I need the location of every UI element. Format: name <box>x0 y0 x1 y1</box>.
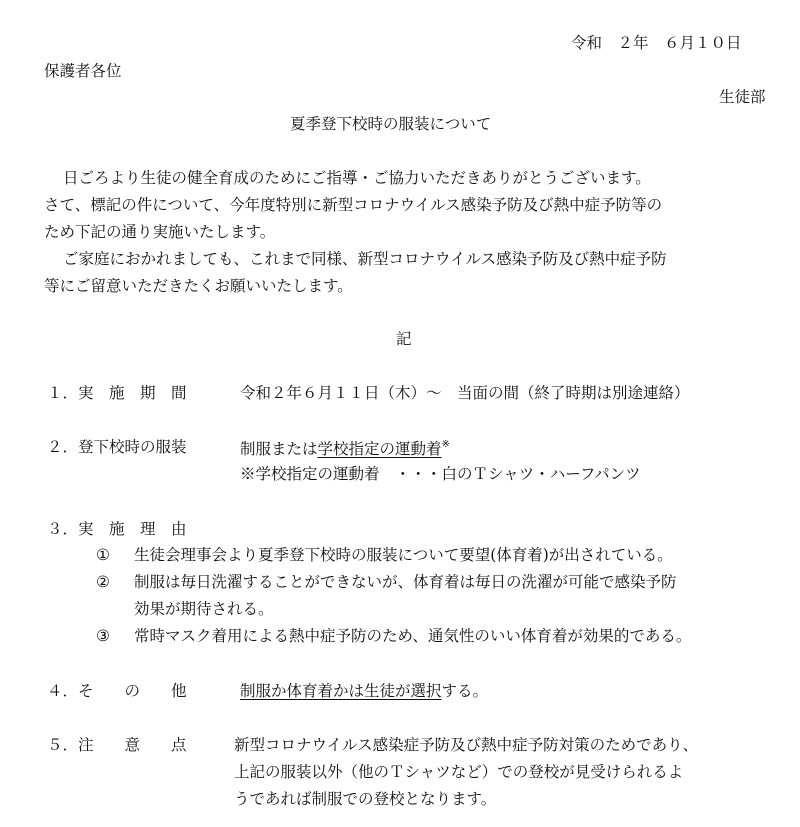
item1-label: １．実 施 期 間 <box>47 384 187 402</box>
item2-text-underlined: 学校指定の運動着 <box>317 440 442 458</box>
item4-text <box>240 684 488 700</box>
issue-date: 令和 ２年 ６月１０日 <box>571 34 742 52</box>
item2-label: ２．登下校時の服装 <box>47 438 187 456</box>
ki-heading: 記 <box>396 330 412 348</box>
item5-label: ５．注 意 点 <box>47 736 187 754</box>
item5-line-3: うであれば制服での登校となります。 <box>234 790 497 808</box>
reason-1-text: 生徒会理事会より夏季登下校時の服装について要望(体育着)が出されている。 <box>134 546 673 564</box>
item2-text-plain: 制服または <box>240 440 318 458</box>
item4-label: ４．そ の 他 <box>47 682 187 700</box>
reason-2-number: ② <box>96 573 110 591</box>
item1-text: 令和２年６月１１日（木）～ 当面の間（終了時期は別途連絡） <box>240 384 690 402</box>
item4-text-underlined: 制服か体育着かは生徒が選択 <box>240 682 442 700</box>
reason-3-number: ③ <box>96 627 110 645</box>
item5-line-2: 上記の服装以外（他のＴシャツなど）での登校が見受けられるよ <box>234 763 684 781</box>
item2-mark: ※ <box>441 439 450 450</box>
body-line-3: ため下記の通り実施いたします。 <box>44 223 276 241</box>
reason-2-text-continued: 効果が期待される。 <box>134 600 274 618</box>
body-line-2: さて、標記の件について、今年度特別に新型コロナウイルス感染予防及び熱中症予防等の <box>44 196 663 214</box>
item4-text-plain: する。 <box>441 682 489 700</box>
item2-note: ※学校指定の運動着 ・・・白のＴシャツ・ハーフパンツ <box>240 465 641 483</box>
item2-text <box>240 440 450 458</box>
body-line-1: 日ごろより生徒の健全育成のためにご指導・ご協力いただきありがとうございます。 <box>63 169 651 187</box>
body-line-4: ご家庭におかれましても、これまで同様、新型コロナウイルス感染予防及び熱中症予防 <box>63 250 667 268</box>
reason-3-text: 常時マスク着用による熱中症予防のため、通気性のいい体育着が効果的である。 <box>134 627 692 645</box>
reason-2-text: 制服は毎日洗濯することができないが、体育着は毎日の洗濯が可能で感染予防 <box>134 573 677 591</box>
body-line-5: 等にご留意いただきたくお願いいたします。 <box>44 277 353 295</box>
item3-label: ３．実 施 理 由 <box>47 520 187 538</box>
sender-department: 生徒部 <box>719 88 766 106</box>
document-title: 夏季登下校時の服装について <box>290 115 492 133</box>
reason-1-number: ① <box>96 546 110 564</box>
item5-line-1: 新型コロナウイルス感染症予防及び熱中症予防対策のためであり、 <box>234 736 699 754</box>
recipient: 保護者各位 <box>44 62 122 80</box>
